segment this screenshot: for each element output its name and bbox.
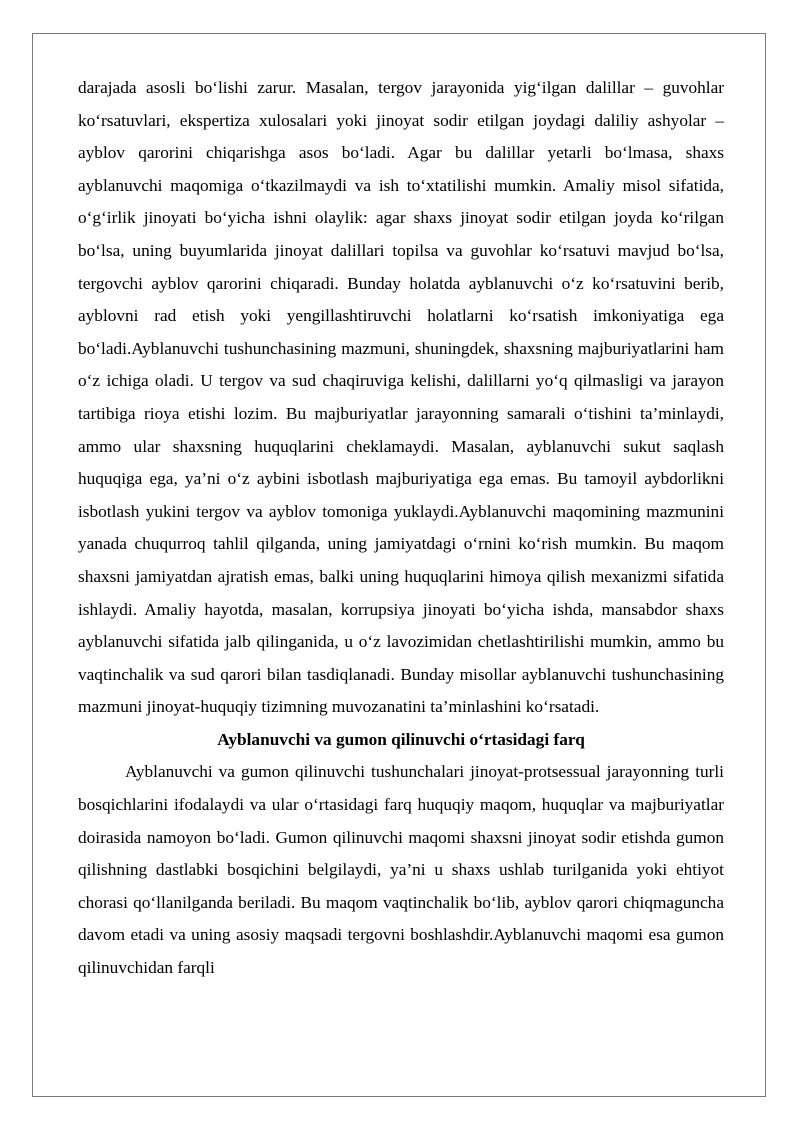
body-paragraph-continued: darajada asosli bo‘lishi zarur. Masalan, tergov jarayonida yig‘ilgan dalillar – guvohlar ko‘rsatuvlari, ekspertiza xulosalari yoki jinoyat sodir etilgan joydagi daliliy ashyolar – ayblov qarorini chiqarishga asos bo‘ladi. Agar bu dalillar yetarli bo‘lmasa, shaxs ayblanuvchi maqomiga o‘tkazilmaydi va ish to‘xtatilishi mumkin. Amaliy misol sifatida, o‘g‘irlik jinoyati bo‘yicha ishni olaylik: agar shaxs jinoyat sodir etilgan joyda ko‘rilgan bo‘lsa, uning buyumlarida jinoyat dalillari topilsa va guvohlar ko‘rsatuvi mavjud bo‘lsa, tergovchi ayblov qarorini chiqaradi. Bunday holatda ayblanuvchi o‘z ko‘rsatuvini berib, ayblovni rad etish yoki yengillashtiruvchi holatlarni ko‘rsatish imkoniyatiga ega bo‘ladi.Ayblanuvchi tushunchasining mazmuni, shuningdek, shaxsning majburiyatlarini ham o‘z ichiga oladi. U tergov va sud chaqiruviga kelishi, dalillarni yo‘q qilmasligi va jarayon tartibiga rioya etishi lozim. Bu majburiyatlar jarayonning samarali o‘tishini ta’minlaydi, ammo ular shaxsning huquqlarini cheklamaydi. Masalan, ayblanuvchi sukut saqlash huquqiga ega, ya’ni o‘z aybini isbotlash majburiyatiga ega emas. Bu tamoyil aybdorlikni isbotlash yukini tergov va ayblov tomoniga yuklaydi.Ayblanuvchi maqomining mazmunini yanada chuqurroq tahlil qilganda, uning jamiyatdagi o‘rnini ko‘rish mumkin. Bu maqom shaxsni jamiyatdan ajratish emas, balki uning huquqlarini himoya qilish mexanizmi sifatida ishlaydi. Amaliy hayotda, masalan, korrupsiya jinoyati bo‘yicha ishda, mansabdor shaxs ayblanuvchi sifatida jalb qilinganida, u o‘z lavozimidan chetlashtirilishi mumkin, ammo bu vaqtinchalik va sud qarori bilan tasdiqlanadi. Bunday misollar ayblanuvchi tushunchasining mazmuni jinoyat-huquqiy tizimning muvozanatini ta’minlashini ko‘rsatadi. bbox=[78, 78, 724, 717]
body-paragraph: Ayblanuvchi va gumon qilinuvchi tushunchalari jinoyat-protsessual jarayonning turli bosqichlarini ifodalaydi va ular o‘rtasidagi farq huquqiy maqom, huquqlar va majburiyatlar doirasida namoyon bo‘ladi. Gumon qilinuvchi maqomi shaxsni jinoyat sodir etishda gumon qilishning dastlabki bosqichini belgilaydi, ya’ni u shaxs ushlab turilganida yoki ehtiyot chorasi qo‘llanilganda beriladi. Bu maqom vaqtinchalik bo‘lib, ayblov qarori chiqmaguncha davom etadi va uning asosiy maqsadi tergovni boshlashdir.Ayblanuvchi maqomi esa gumon qilinuvchidan farqli bbox=[78, 762, 724, 978]
section-heading: Ayblanuvchi va gumon qilinuvchi o‘rtasidagi farq bbox=[217, 729, 585, 749]
document-body bbox=[78, 72, 724, 985]
